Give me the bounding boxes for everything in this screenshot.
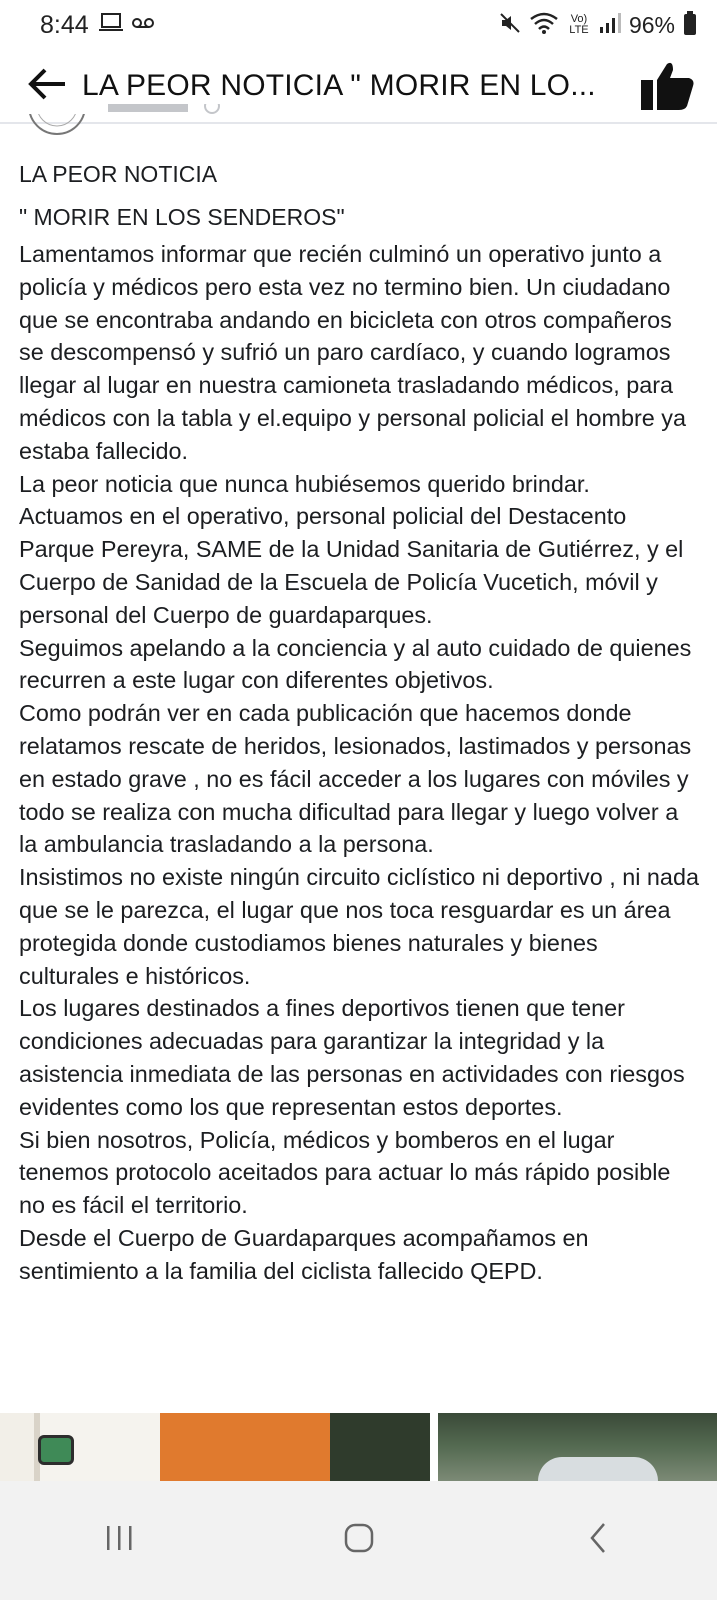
avatar[interactable] (26, 114, 88, 136)
system-back-button[interactable] (548, 1501, 648, 1581)
post-heading: LA PEOR NOTICIA (19, 161, 218, 187)
volte-label: Vo) LTE (569, 13, 589, 36)
post-photo-forest[interactable] (438, 1413, 717, 1481)
status-left-icons (99, 12, 155, 39)
like-button[interactable] (639, 60, 695, 112)
status-time: 8:44 (40, 10, 89, 39)
arrow-left-icon (27, 67, 67, 106)
post-content (19, 158, 699, 1288)
home-icon (343, 1522, 375, 1559)
vehicle-roof (538, 1457, 658, 1481)
back-button[interactable] (12, 49, 82, 123)
post-timestamp-partial (108, 104, 228, 126)
voicemail-icon (131, 16, 155, 35)
wifi-icon (529, 11, 559, 40)
post-subheading: " MORIR EN LOS SENDEROS" (19, 204, 345, 230)
battery-icon (683, 11, 697, 40)
page-title: LA PEOR NOTICIA " MORIR EN LO... (82, 69, 596, 102)
system-nav-bar (0, 1481, 717, 1600)
photo-grid (0, 1413, 717, 1481)
back-chevron-icon (588, 1522, 608, 1559)
mute-icon (499, 12, 521, 39)
status-bar (0, 0, 717, 50)
signal-icon (599, 13, 621, 38)
ambulance-light (38, 1435, 74, 1465)
home-button[interactable] (309, 1501, 409, 1581)
recents-icon (105, 1524, 135, 1557)
screen-cast-icon (99, 12, 125, 39)
status-right (499, 11, 697, 40)
battery-percent: 96% (628, 11, 675, 38)
post-photo-ambulance[interactable] (0, 1413, 430, 1481)
post-text: Lamentamos informar que recién culminó un operativo junto a policía y médicos pero esta vez no termino bien. Un ciudadano que se encontraba andando en bicicleta con otros compañeros se descompensó y sufrió un paro cardíaco, y cuando logramos llegar al lugar en nuestra camioneta trasladando médicos, para médicos con la tabla y el.equipo y personal policial el hombre ya estaba fallecido. La peor noticia que nunca hubiésemos querido brindar. Actuamos en el operativo, personal policial del Destacento Parque Pereyra, SAME de la Unidad Sanitaria de Gutiérrez, y el Cuerpo de Sanidad de la Escuela de Policía Vucetich, móvil y personal del Cuerpo de guardaparques. Seguimos apelando a la conciencia y al auto cuidado de quienes recurren a este lugar con diferentes objetivos. Como podrán ver en cada publicación que hacemos donde relatamos rescate de heridos, lesionados, lastimados y personas en estado grave , no es fácil acceder a los lugares con móviles y todo se realiza con mucha dificultad para llegar y luego volver a la ambulancia trasladando a la persona. Insistimos no existe ningún circuito ciclístico ni deportivo , ni nada que se le parezca, el lugar que nos toca resguardar es un área protegida donde custodiamos bienes naturales y bienes culturales e históricos. Los lugares destinados a fines deportivos tienen que tener condiciones adecuadas para garantizar la integridad y la asistencia inmediata de las personas en actividades con riesgos evidentes como los que representan estos deportes. Si bien nosotros, Policía, médicos y bomberos en el lugar tenemos protocolo aceitados para actuar lo más rápido posible no es fácil el territorio. Desde el Cuerpo de Guardaparques acompañamos en sentimiento a la familia del ciclista fallecido QEPD. (19, 241, 699, 1284)
recents-button[interactable] (70, 1501, 170, 1581)
thumbs-up-icon (639, 99, 695, 116)
